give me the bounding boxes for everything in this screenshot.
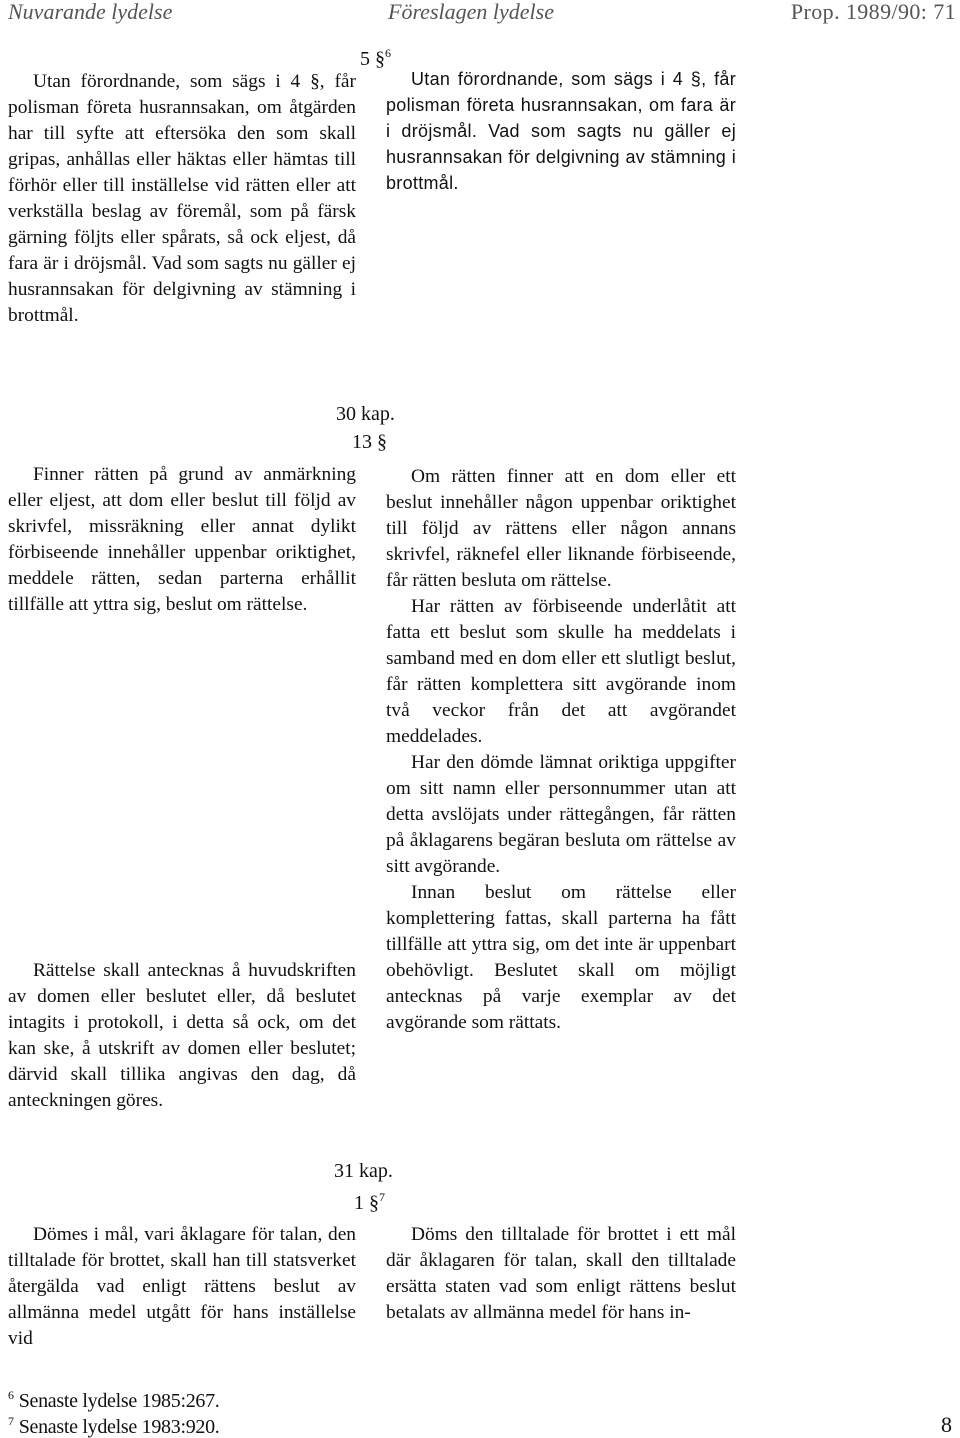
current-text-section-5 [8,69,356,329]
section-5-label: 5 § [360,48,385,70]
footnote [8,1384,220,1412]
paragraph: Rättelse skall antecknas å huvudskriften av domen eller beslutet eller, då beslutet intagits i protokoll, i detta så ock, om det kan ske, å utskrift av domen eller beslutet; därvid skall tillika angivas den dag, då anteckningen göres. [8,960,356,1111]
paragraph: Har rätten av förbiseende underlåtit att fatta ett beslut som skulle ha meddelats i samband med en dom eller ett slutligt beslut, får rätten komplettera sitt avgörande inom två veckor från det att avgörandet meddelades. [386,596,736,747]
section-1-label: 1 § [354,1192,379,1214]
footnote-text: Senaste lydelse 1983:920. [18,1416,220,1438]
chapter-31-heading: 31 kap. [334,1160,393,1182]
header-current-wording: Nuvarande lydelse [8,0,173,24]
footnote-number: 6 [8,1388,14,1402]
section-5-footnote-ref: 6 [385,46,391,60]
chapter-30-heading: 30 kap. [336,403,395,425]
current-text-section-13 [8,462,356,618]
paragraph: Utan förordnande, som sägs i 4 §, får polisman företa husrannsakan, om fara är i dröjsmål. Vad som sagts nu gäller ej husrannsakan för delgivning av stämning i brottmål. [386,69,736,193]
proposed-text-chapter-31-section-1 [386,1222,736,1326]
paragraph: Har den dömde lämnat oriktiga uppgifter om sitt namn eller personnummer utan att detta avslöjats under rättegången, får rätten på åklagarens begäran besluta om rättelse av sitt avgörande. [386,752,736,877]
proposed-text-section-5 [386,66,736,196]
section-1-heading [354,1190,385,1215]
paragraph: Döms den tilltalade för brottet i ett mål där åklagaren för talan, skall den tilltalade ersätta staten vad som enligt rättens beslut betalats av allmänna medel för hans in- [386,1224,736,1323]
paragraph: Utan förordnande, som sägs i 4 §, får polisman företa husrannsakan, om åtgärden har till syfte att eftersöka den som skall gripas, anhållas eller häktas eller hämtas till förhör eller till inställelse vid rätten eller att verkställa beslag av föremål, som på färsk gärning följts eller spårats, så ock eljest, då fara är i dröjsmål. Vad som sagts nu gäller ej husrannsakan för delgivning av stämning i brottmål. [8,71,356,326]
proposed-text-section-13 [386,464,736,1036]
footnote-number: 7 [8,1414,14,1428]
section-13-heading: 13 § [352,431,387,453]
paragraph: Innan beslut om rättelse eller komplettering fattas, skall parterna ha fått tillfälle att yttra sig, om det inte är uppenbart obehövligt. Beslutet skall om möjligt antecknas på varje exemplar av det avgörande som rättats. [386,882,736,1033]
header-proposition-number: Prop. 1989/90: 71 [790,0,956,24]
section-1-footnote-ref: 7 [379,1190,385,1204]
page-number: 8 [941,1412,952,1437]
paragraph: Dömes i mål, vari åklagare för talan, den tilltalade för brottet, skall han till statsverket återgälda vad enligt rättens beslut av allmänna medel utgått för hans inställelse vid [8,1224,356,1349]
paragraph: Om rätten finner att en dom eller ett beslut innehåller någon uppenbar oriktighet till följd av rättens eller någon annans skrivfel, räknefel eller liknande förbiseende, får rätten besluta om rättelse. [386,466,736,591]
header-proposed-wording: Föreslagen lydelse [388,0,554,24]
paragraph: Finner rätten på grund av anmärkning eller eljest, att dom eller beslut till följd av skrivfel, missräkning eller annat dylikt förbiseende innehåller uppenbar oriktighet, meddele rätten, sedan parterna erhållit tillfälle att yttra sig, beslut om rättelse. [8,464,356,615]
footnote [8,1410,220,1438]
footnote-text: Senaste lydelse 1985:267. [18,1390,220,1412]
current-text-chapter-31-section-1 [8,1222,356,1352]
current-text-section-13-continued [8,958,356,1114]
